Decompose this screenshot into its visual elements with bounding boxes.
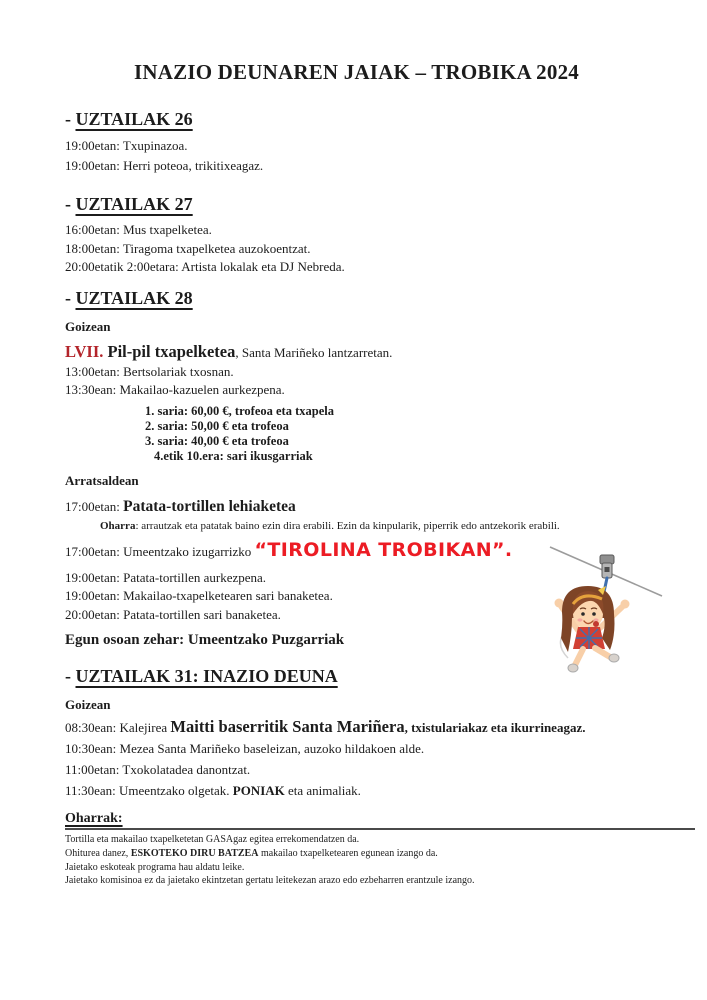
heading-label: UZTAILAK 31: INAZIO DEUNA: [75, 666, 338, 686]
ponies-event-line: [65, 780, 648, 801]
tirolina-highlight-text: “TIROLINA TROBIKAN”.: [254, 538, 513, 561]
prize-line: 4.etik 10.era: sari ikusgarriak: [154, 448, 313, 463]
zipline-girl-illustration: [540, 534, 707, 684]
heading-dash: -: [65, 666, 76, 686]
zipline-pulley-icon: [600, 555, 614, 578]
prize-list: [65, 404, 648, 464]
event-text: eta animaliak.: [284, 783, 361, 798]
event-line: 20:00etan: Patata-tortillen sari banaketea.: [65, 606, 281, 622]
event-line: 13:00etan: Bertsolariak txosnan.: [65, 363, 234, 379]
kalejira-parade-line: [65, 716, 648, 738]
footer-notes-heading: Oharrak:: [65, 811, 123, 826]
pilpil-title: Pil-pil txapelketea: [107, 341, 236, 361]
heading-dash: -: [65, 287, 76, 308]
note-label: Oharra: [100, 519, 136, 532]
event-line: 19:00etan: Herri poteoa, trikitixeagaz.: [65, 158, 264, 173]
ponies-highlight: PONIAK: [232, 783, 285, 798]
kalejira-route: Maitti baserritik Santa Mariñera: [170, 717, 405, 736]
event-text: 17:00etan: Umeentzako izugarrizko: [65, 543, 255, 559]
footnote-line: Ohiturea danez, ESKOTEKO DIRU BATZEA makailao txapelketearen egunean izango da.: [65, 847, 438, 859]
footer-notes: [65, 833, 648, 888]
pilpil-location: , Santa Mariñeko lantzarretan.: [235, 344, 393, 360]
edition-numeral: LVII.: [65, 341, 108, 361]
event-line: 11:00etan: Txokolatadea danontzat.: [65, 762, 251, 777]
footnote-line: Jaietako komisinoa ez da jaietako ekintzetan gertatu leitekezan arazo edo ezbeharren erantzule izango.: [65, 875, 475, 887]
daypart-morning-label: Goizean: [65, 318, 111, 334]
pilpil-championship-line: [65, 342, 648, 363]
cartoon-girl: [555, 586, 630, 672]
event-text: 11:30ean: Umeentzako olgetak.: [65, 783, 233, 798]
footnote-line: Tortilla eta makailao txapelketetan GASAgaz egitea errekomendatzen da.: [65, 834, 360, 845]
events-july-28-morning: [65, 363, 648, 400]
tortilla-rules-note: [65, 519, 648, 534]
event-time: 08:30ean: Kalejirea: [65, 720, 171, 735]
event-line: 20:00etatik 2:00etara: Artista lokalak eta DJ Nebreda.: [65, 259, 345, 274]
tortilla-contest-title: Patata-tortillen lehiaketea: [123, 497, 296, 515]
prize-line: 2. saria: 50,00 € eta trofeoa: [145, 418, 289, 433]
event-line: 16:00etan: Mus txapelketea.: [65, 222, 212, 237]
prize-line: 1. saria: 60,00 €, trofeoa eta txapela: [145, 403, 334, 418]
section-heading-july-27: [65, 193, 648, 216]
allday-bouncy-castles-line: Egun osoan zehar: Umeentzako Puzgarriak: [65, 632, 345, 648]
tortilla-contest-line: [65, 496, 648, 517]
heading-label: UZTAILAK 27: [75, 194, 193, 214]
prize-line: 3. saria: 40,00 € eta trofeoa: [145, 433, 289, 448]
page-title: INAZIO DEUNAREN JAIAK – TROBIKA 2024: [134, 60, 579, 84]
daypart-morning-label: Goizean: [65, 697, 111, 712]
daypart-afternoon-label: Arratsaldean: [65, 472, 139, 488]
eskote-highlight: ESKOTEKO DIRU BATZEA: [130, 847, 259, 859]
event-line: 18:00etan: Tiragoma txapelketea auzokoentzat.: [65, 240, 311, 256]
event-line: 19:00etan: Txupinazoa.: [65, 138, 188, 153]
footnote-line: Jaietako eskoteak programa hau aldatu leike.: [65, 861, 245, 873]
heading-label: UZTAILAK 26: [75, 109, 193, 129]
events-july-31: [65, 738, 648, 801]
section-heading-july-26: [65, 108, 648, 131]
event-line: 19:00etan: Makailao-txapelketearen sari banaketea.: [65, 588, 333, 603]
events-july-26: [65, 136, 648, 176]
events-july-27: [65, 221, 648, 277]
heading-dash: -: [65, 109, 76, 129]
kalejira-detail: , txistulariakaz eta ikurrineagaz.: [404, 720, 586, 735]
event-time: 17:00etan:: [65, 498, 124, 514]
section-heading-july-28: [65, 287, 648, 310]
heading-dash: -: [65, 194, 76, 214]
note-text: : arrautzak eta patatak baino ezin dira erabili. Ezin da kinpularik, piperrik edo antzekorik erabili.: [135, 519, 560, 532]
event-line: 19:00etan: Patata-tortillen aurkezpena.: [65, 569, 267, 585]
footer-separator-rule: [65, 828, 695, 830]
event-line: 10:30ean: Mezea Santa Mariñeko baseleizan, auzoko hildakoen alde.: [65, 741, 425, 756]
heading-label: UZTAILAK 28: [75, 287, 193, 308]
event-line: 13:30ean: Makailao-kazuelen aurkezpena.: [65, 382, 285, 397]
